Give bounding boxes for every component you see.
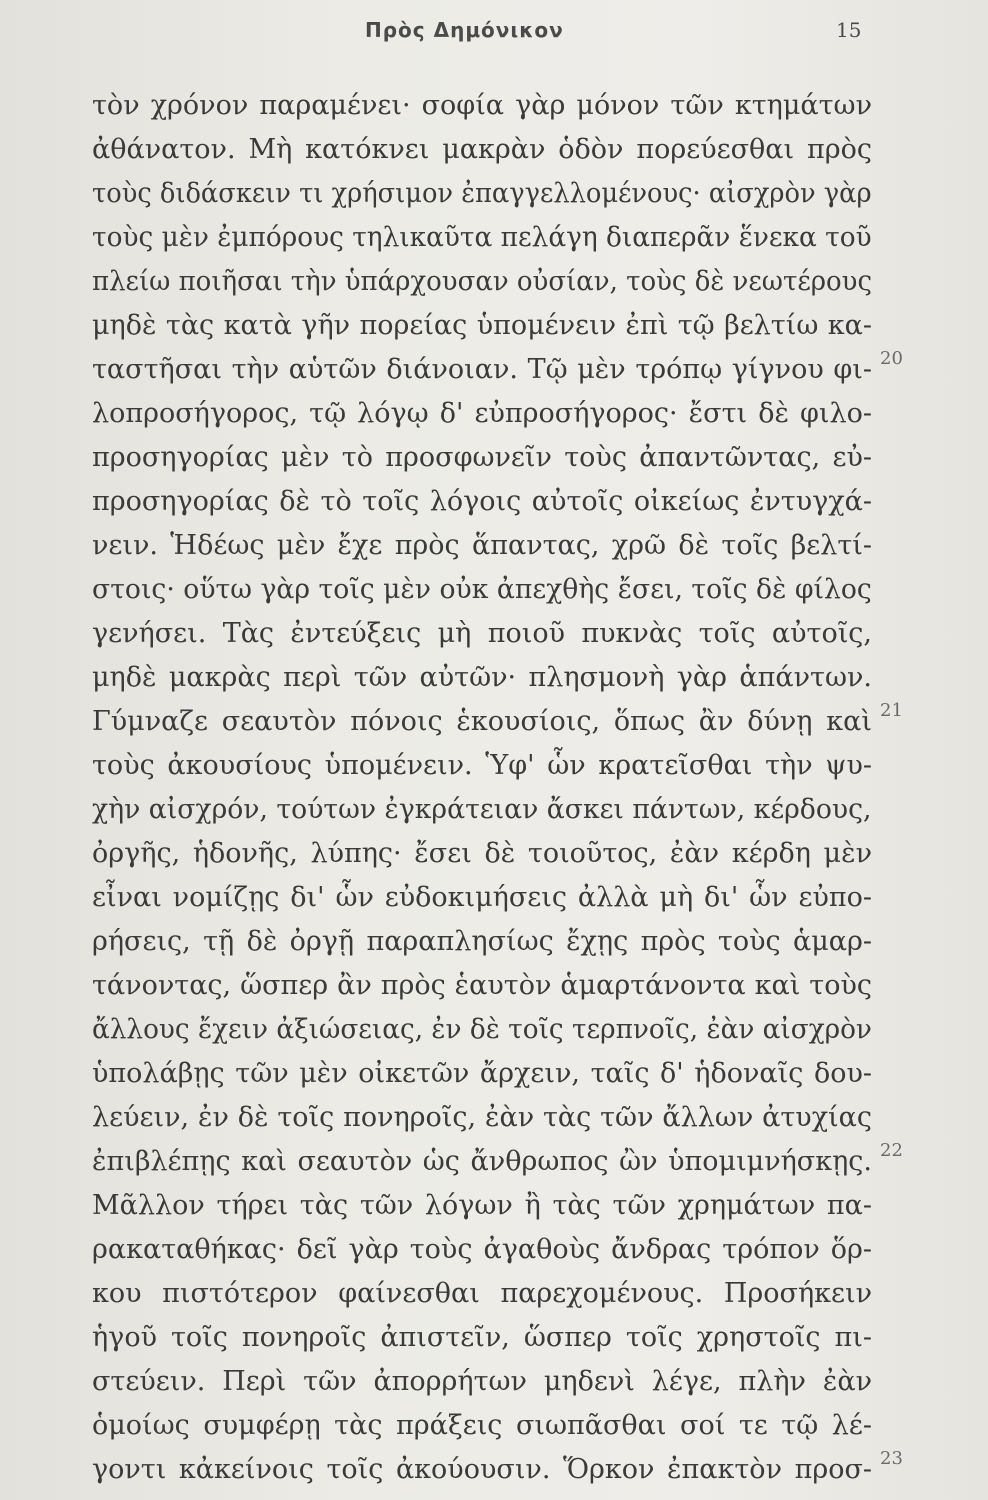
- text-line: κου πιστότερον φαίνεσθαι παρεχομένους. Προσήκειν: [92, 1278, 872, 1309]
- text-line: νειν. Ἡδέως μὲν ἔχε πρὸς ἅπαντας, χρῶ δὲ τοῖς βελτί-: [92, 530, 872, 561]
- text-line: στεύειν. Περὶ τῶν ἀπορρήτων μηδενὶ λέγε, πλὴν ἐὰν: [92, 1366, 872, 1397]
- text-line: ἀθάνατον. Μὴ κατόκνει μακρὰν ὁδὸν πορεύεσθαι πρὸς: [92, 134, 872, 165]
- text-line: τοὺς ἀκουσίους ὑπομένειν. Ὑφ' ὧν κρατεῖσθαι τὴν ψυ-: [92, 750, 872, 781]
- text-line: ταστῆσαι τὴν αὑτῶν διάνοιαν. Τῷ μὲν τρόπῳ γίγνου φι-: [92, 354, 872, 385]
- running-head-title: Πρὸς Δημόνικον: [365, 18, 564, 42]
- text-line: τάνοντας, ὥσπερ ἂν πρὸς ἑαυτὸν ἁμαρτάνοντα καὶ τοὺς: [92, 970, 872, 1001]
- text-line: ὁμοίως συμφέρῃ τὰς πράξεις σιωπᾶσθαι σοί τε τῷ λέ-: [92, 1410, 872, 1441]
- body-text: [92, 84, 872, 1492]
- text-line: Γύμναζε σεαυτὸν πόνοις ἑκουσίοις, ὅπως ἂν δύνῃ καὶ: [92, 706, 872, 737]
- text-line: προσηγορίας δὲ τὸ τοῖς λόγοις αὐτοῖς οἰκείως ἐντυγχά-: [92, 486, 872, 517]
- text-line: ἡγοῦ τοῖς πονηροῖς ἀπιστεῖν, ὥσπερ τοῖς χρηστοῖς πι-: [92, 1322, 872, 1353]
- text-line: ρακαταθήκας· δεῖ γὰρ τοὺς ἀγαθοὺς ἄνδρας τρόπον ὅρ-: [92, 1234, 872, 1265]
- text-line: προσηγορίας μὲν τὸ προσφωνεῖν τοὺς ἀπαντῶντας, εὐ-: [92, 442, 872, 473]
- text-line: γοντι κἀκείνοις τοῖς ἀκούουσιν. Ὅρκον ἐπακτὸν προσ-: [92, 1454, 872, 1485]
- text-line: λεύειν, ἐν δὲ τοῖς πονηροῖς, ἐὰν τὰς τῶν ἄλλων ἀτυχίας: [92, 1102, 872, 1133]
- text-line: στοις· οὕτω γὰρ τοῖς μὲν οὐκ ἀπεχθὴς ἔσει, τοῖς δὲ φίλος: [92, 574, 872, 605]
- text-line: μηδὲ τὰς κατὰ γῆν πορείας ὑπομένειν ἐπὶ τῷ βελτίω κα-: [92, 310, 872, 341]
- text-line: ρήσεις, τῇ δὲ ὀργῇ παραπλησίως ἔχῃς πρὸς τοὺς ἁμαρ-: [92, 926, 872, 957]
- text-line: πλείω ποιῆσαι τὴν ὑπάρχουσαν οὐσίαν, τοὺς δὲ νεωτέρους: [92, 266, 873, 297]
- text-line: ἐπιβλέπῃς καὶ σεαυτὸν ὡς ἄνθρωπος ὢν ὑπομιμνήσκῃς.: [92, 1146, 872, 1177]
- text-line: λοπροσήγορος, τῷ λόγῳ δ' εὐπροσήγορος· ἔστι δὲ φιλο-: [92, 398, 872, 429]
- margin-number-22: 22: [880, 1140, 903, 1161]
- text-line: μηδὲ μακρὰς περὶ τῶν αὐτῶν· πλησμονὴ γὰρ ἁπάντων.: [92, 662, 872, 693]
- text-line: ἄλλους ἔχειν ἀξιώσειας, ἐν δὲ τοῖς τερπνοῖς, ἐὰν αἰσχρὸν: [92, 1014, 872, 1045]
- text-line: ὑπολάβῃς τῶν μὲν οἰκετῶν ἄρχειν, ταῖς δ' ἡδοναῖς δου-: [92, 1058, 872, 1089]
- margin-number-21: 21: [880, 700, 903, 721]
- running-head: [0, 14, 988, 54]
- text-line: τοὺς διδάσκειν τι χρήσιμον ἐπαγγελλομένους· αἰσχρὸν γὰρ: [92, 178, 872, 209]
- margin-number-20: 20: [880, 348, 903, 369]
- text-line: γενήσει. Τὰς ἐντεύξεις μὴ ποιοῦ πυκνὰς τοῖς αὐτοῖς,: [92, 618, 872, 649]
- margin-number-23: 23: [880, 1448, 903, 1469]
- text-line: Μᾶλλον τήρει τὰς τῶν λόγων ἢ τὰς τῶν χρημάτων πα-: [92, 1190, 872, 1221]
- text-line: εἶναι νομίζῃς δι' ὧν εὐδοκιμήσεις ἀλλὰ μὴ δι' ὧν εὐπο-: [92, 882, 872, 913]
- text-line: χὴν αἰσχρόν, τούτων ἐγκράτειαν ἄσκει πάντων, κέρδους,: [92, 794, 872, 825]
- text-line: τὸν χρόνον παραμένει· σοφία γὰρ μόνον τῶν κτημάτων: [92, 90, 872, 121]
- text-line: τοὺς μὲν ἐμπόρους τηλικαῦτα πελάγη διαπερᾶν ἕνεκα τοῦ: [92, 222, 872, 253]
- page-number: 15: [836, 18, 862, 42]
- text-line: ὀργῆς, ἡδονῆς, λύπης· ἔσει δὲ τοιοῦτος, ἐὰν κέρδη μὲν: [92, 838, 872, 869]
